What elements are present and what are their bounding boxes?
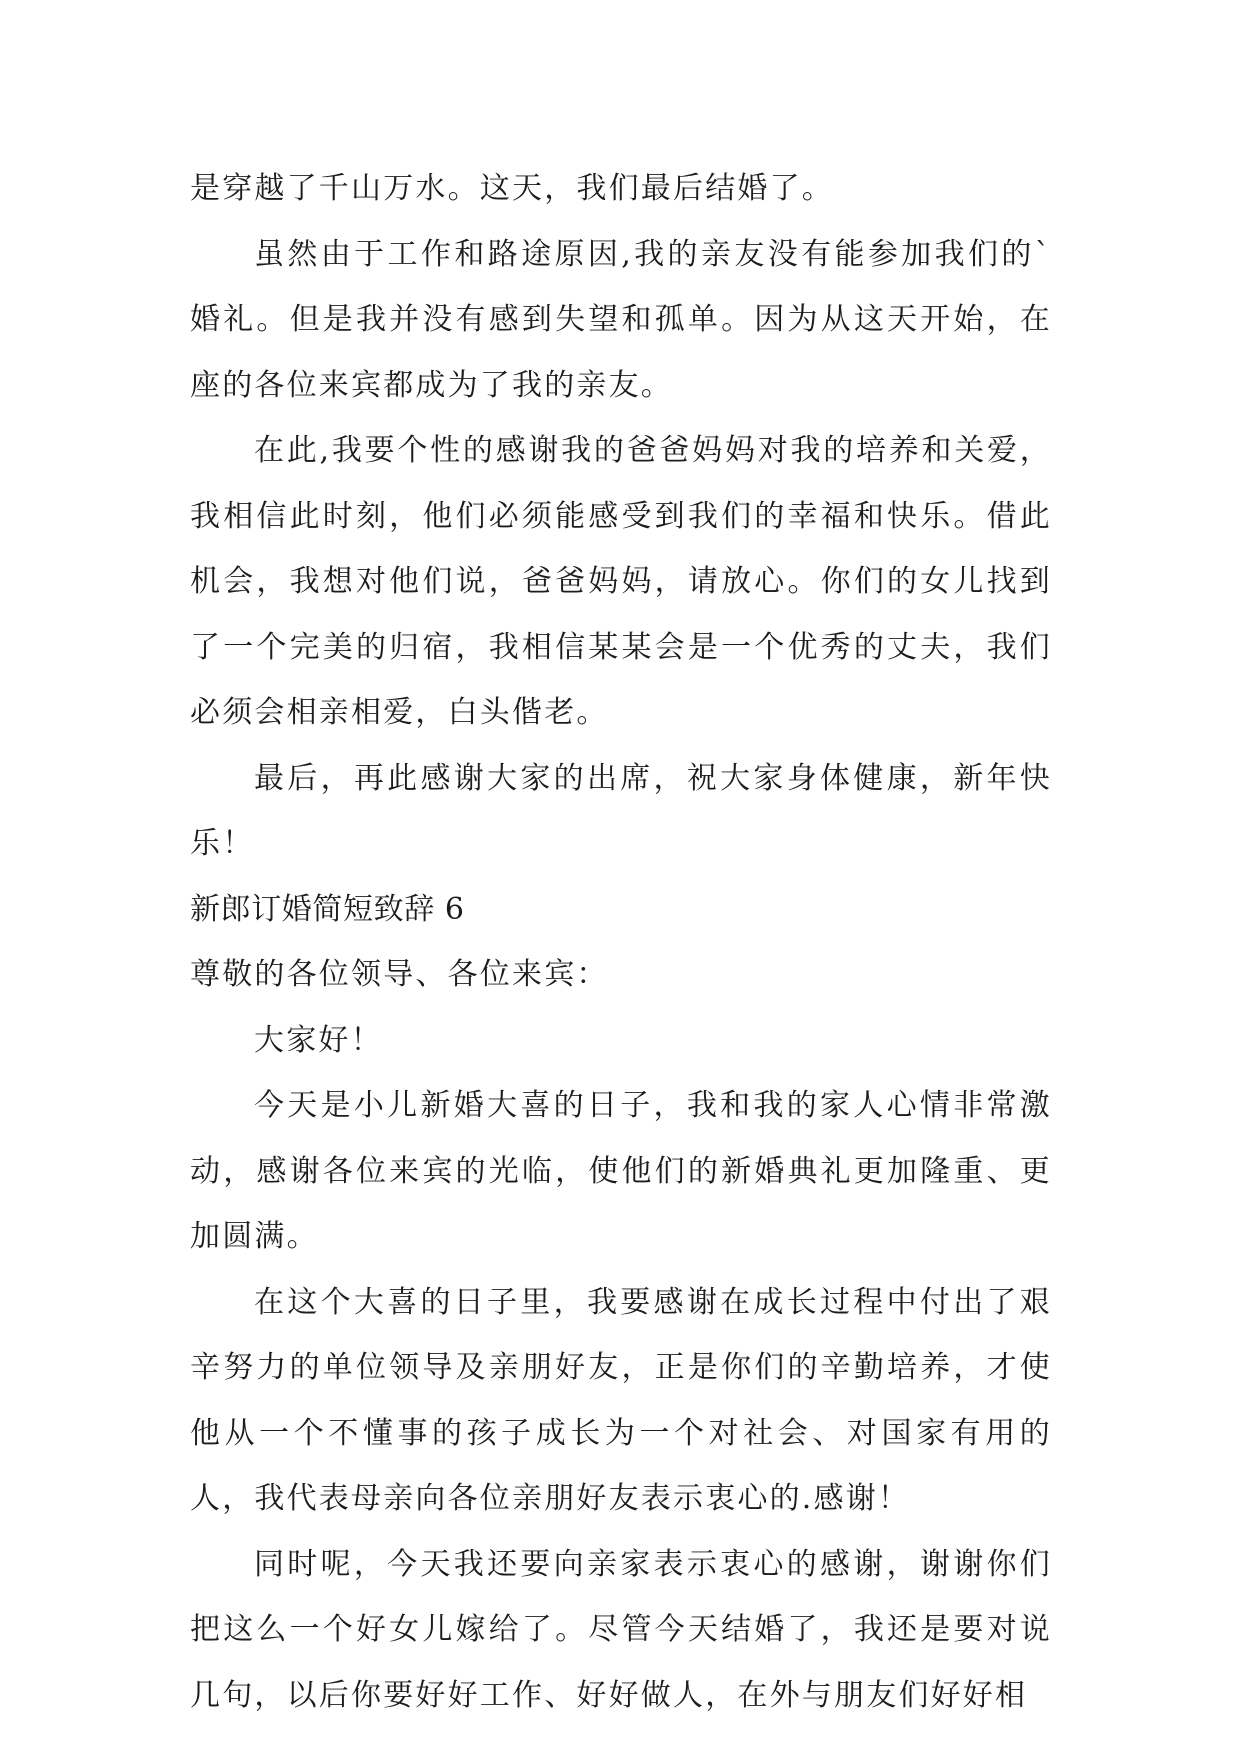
salutation: 尊敬的各位领导、各位来宾： bbox=[190, 957, 609, 992]
greeting: 大家好！ bbox=[254, 1022, 383, 1058]
paragraph-closing-wishes: 最后，再此感谢大家的出席，祝大家身体健康，新年快乐！ bbox=[190, 760, 1052, 861]
paragraph-thanks-leaders: 在这个大喜的日子里，我要感谢在成长过程中付出了艰辛努力的单位领导及亲朋好友，正是你们的辛勤培养，才使他从一个不懂事的孩子成长为一个对社会、对国家有用的人，我代表母亲向各位亲朋好友表示衷心的.感谢！ bbox=[190, 1284, 1052, 1516]
paragraph-thanks-parents: 在此,我要个性的感谢我的爸爸妈妈对我的培养和关爱，我相信此时刻，他们必须能感受到我们的幸福和快乐。借此机会，我想对他们说，爸爸妈妈，请放心。你们的女儿找到了一个完美的归宿，我相信某某会是一个优秀的丈夫，我们必须会相亲相爱，白头偕老。 bbox=[190, 433, 1052, 730]
document-body bbox=[190, 156, 1052, 1728]
section-heading: 新郎订婚简短致辞 6 bbox=[190, 891, 465, 927]
paragraph-relatives-absent: 虽然由于工作和路途原因,我的亲友没有能参加我们的`婚礼。但是我并没有感到失望和孤单。因为从这天开始，在座的各位来宾都成为了我的亲友。 bbox=[190, 236, 1052, 403]
paragraph-thanks-in-laws: 同时呢，今天我还要向亲家表示衷心的感谢，谢谢你们把这么一个好女儿嫁给了。尽管今天结婚了，我还是要对说几句，以后你要好好工作、好好做人，在外与朋友们好好相 bbox=[190, 1546, 1052, 1713]
paragraph-continuation: 是穿越了千山万水。这天，我们最后结婚了。 bbox=[190, 171, 834, 206]
paragraph-wedding-day: 今天是小儿新婚大喜的日子，我和我的家人心情非常激动，感谢各位来宾的光临，使他们的新婚典礼更加隆重、更加圆满。 bbox=[190, 1088, 1052, 1254]
